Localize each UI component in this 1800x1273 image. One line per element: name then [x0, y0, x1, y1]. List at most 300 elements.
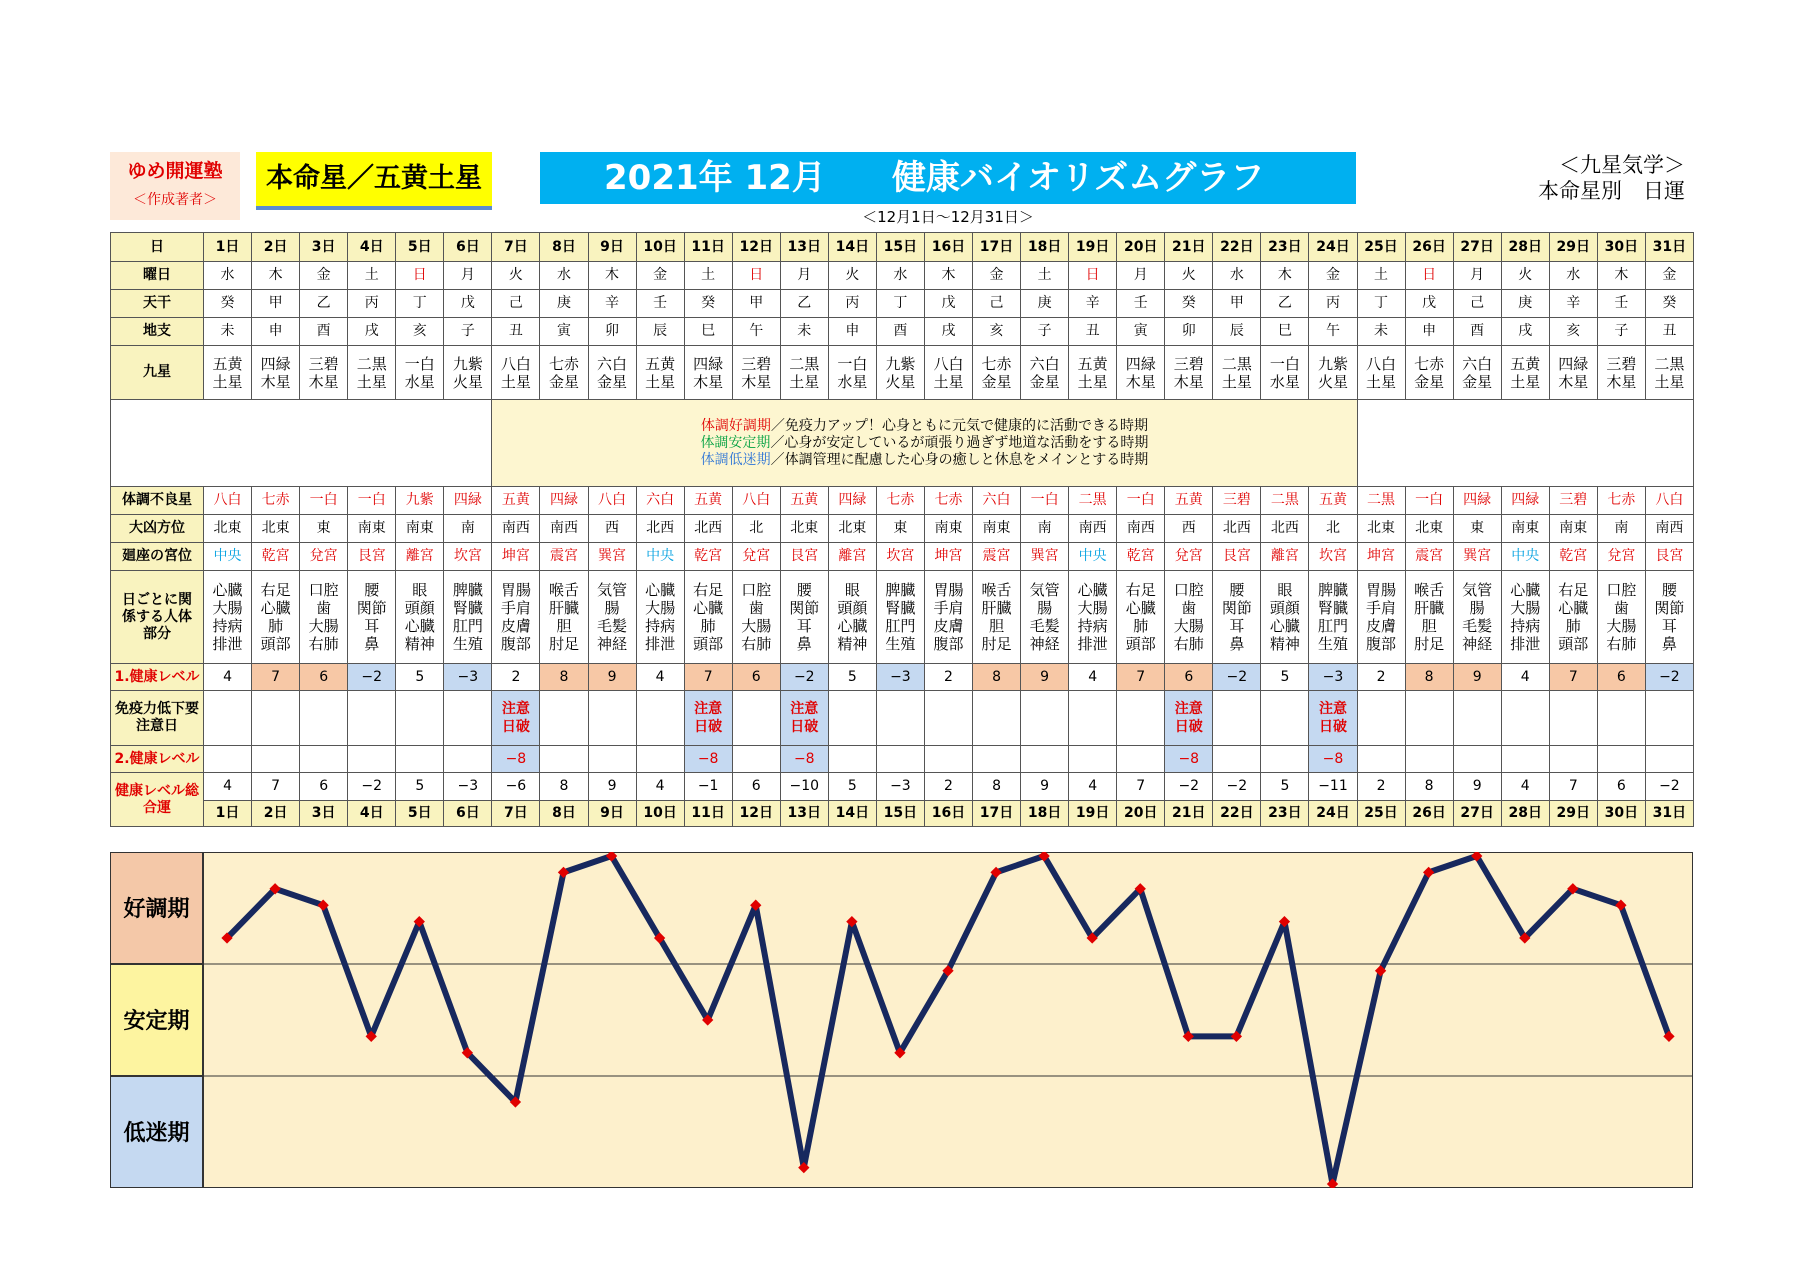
- total-cell: 4: [1501, 773, 1549, 801]
- warning-subtext: 日破: [1174, 719, 1203, 735]
- legend-term: 体調安定期: [700, 434, 771, 451]
- immune-cell: [204, 691, 252, 746]
- day-footer-cell: 21日: [1165, 801, 1213, 827]
- immune-cell: [1549, 691, 1597, 746]
- phase-label: 安定期: [123, 1009, 190, 1034]
- bad-direction-cell: 北西: [684, 515, 732, 543]
- body-part-cell: [780, 571, 828, 664]
- body-part: 右肺: [308, 635, 339, 653]
- day-footer-cell: 29日: [1549, 801, 1597, 827]
- body-part: 肺: [1565, 617, 1581, 635]
- day-footer-cell: 4日: [348, 801, 396, 827]
- caption-line2: 本命星別 日運: [1538, 179, 1685, 203]
- body-part-cell: [1309, 571, 1357, 664]
- body-part: 腎臓: [452, 599, 483, 617]
- level2-row: [111, 746, 1694, 773]
- day-footer-cell: 18日: [1021, 801, 1069, 827]
- day-footer-cell: 30日: [1597, 801, 1645, 827]
- fortune-table: [110, 232, 1694, 827]
- level2-cell: [348, 746, 396, 773]
- body-part-cell: [492, 571, 540, 664]
- body-part-cell: [300, 571, 348, 664]
- body-part: 関節: [1221, 599, 1252, 617]
- palace-cell: 巽宮: [588, 543, 636, 571]
- bad-star-cell: 六白: [636, 487, 684, 515]
- immune-cell: [348, 691, 396, 746]
- total-cell: 6: [300, 773, 348, 801]
- day-cell: 18日: [1021, 233, 1069, 262]
- kyusei-star: 二黒: [356, 354, 387, 373]
- level2-cell: [1069, 746, 1117, 773]
- body-part: 右足: [260, 581, 291, 599]
- bad-star-cell: 五黄: [492, 487, 540, 515]
- day-row: [111, 233, 1694, 262]
- warning-text: 注意: [1318, 701, 1347, 717]
- body-part: 生殖: [1317, 635, 1348, 653]
- body-part-cell: [1453, 571, 1501, 664]
- bad-direction-cell: 西: [588, 515, 636, 543]
- chishi-cell: 亥: [973, 318, 1021, 346]
- body-part-cell: [828, 571, 876, 664]
- kyusei-star: 八白: [1366, 354, 1397, 373]
- bad-star-cell: 一白: [1405, 487, 1453, 515]
- tenkan-cell: 辛: [1549, 290, 1597, 318]
- body-part: 腎臓: [1317, 599, 1348, 617]
- body-part: 腸: [1037, 599, 1053, 617]
- level2-cell: [1021, 746, 1069, 773]
- row-label: 体調不良星: [111, 487, 204, 515]
- weekday-cell: 月: [1117, 262, 1165, 290]
- day-footer-cell: 12日: [732, 801, 780, 827]
- day-cell: 8日: [540, 233, 588, 262]
- body-part: 持病: [1510, 617, 1541, 635]
- day-cell: 23日: [1261, 233, 1309, 262]
- chishi-cell: 酉: [876, 318, 924, 346]
- palace-cell: 艮宮: [1213, 543, 1261, 571]
- bad-direction-cell: 南東: [1501, 515, 1549, 543]
- body-part: 右足: [693, 581, 724, 599]
- palace-cell: 兌宮: [1165, 543, 1213, 571]
- chishi-cell: 申: [252, 318, 300, 346]
- tenkan-cell: 丙: [348, 290, 396, 318]
- palace-cell: 坤宮: [924, 543, 972, 571]
- kyusei-element: 木星: [1173, 372, 1204, 391]
- chishi-cell: 寅: [540, 318, 588, 346]
- level1-cell: −3: [444, 664, 492, 691]
- body-part: 排泄: [645, 635, 676, 653]
- chishi-cell: 亥: [396, 318, 444, 346]
- kyusei-cell: [828, 346, 876, 400]
- body-part: 耳: [1661, 617, 1677, 635]
- warning-subtext: 日破: [1318, 719, 1347, 735]
- kyusei-element: 土星: [212, 372, 243, 391]
- body-part: 腹部: [933, 635, 964, 653]
- immune-cell: [1501, 691, 1549, 746]
- weekday-cell: 水: [1549, 262, 1597, 290]
- body-part-cell: [973, 571, 1021, 664]
- kyusei-element: 土星: [1366, 372, 1397, 391]
- level2-cell: [444, 746, 492, 773]
- row-label: 廻座の宮位: [111, 543, 204, 571]
- body-part: 肘足: [548, 635, 579, 653]
- body-part: 関節: [1654, 599, 1685, 617]
- total-cell: 5: [1261, 773, 1309, 801]
- day-footer-cell: 31日: [1645, 801, 1693, 827]
- body-part: 心臓: [1510, 581, 1541, 599]
- kyusei-element: 土星: [645, 372, 676, 391]
- kyusei-cell: [1501, 346, 1549, 400]
- body-part: 腹部: [500, 635, 531, 653]
- body-part: 大腸: [741, 617, 772, 635]
- bad-star-cell: 五黄: [780, 487, 828, 515]
- palace-cell: 坎宮: [444, 543, 492, 571]
- body-part: 腸: [1469, 599, 1485, 617]
- level2-cell: [1597, 746, 1645, 773]
- body-part: 心臓: [1558, 599, 1589, 617]
- body-part: 大腸: [645, 599, 676, 617]
- bad-star-cell: 一白: [1117, 487, 1165, 515]
- body-part-cell: [1645, 571, 1693, 664]
- bad-direction-cell: 南東: [973, 515, 1021, 543]
- immune-cell: [876, 691, 924, 746]
- tenkan-cell: 壬: [1597, 290, 1645, 318]
- level1-cell: 9: [1021, 664, 1069, 691]
- bad-direction-cell: 東: [300, 515, 348, 543]
- chishi-row: [111, 318, 1694, 346]
- kyusei-element: 土星: [1510, 372, 1541, 391]
- level1-cell: −2: [1645, 664, 1693, 691]
- body-part: 眼: [844, 581, 860, 599]
- title-bar: [540, 152, 1356, 204]
- kyusei-cell: [1069, 346, 1117, 400]
- body-part: 喉舌: [548, 581, 579, 599]
- chishi-cell: 未: [780, 318, 828, 346]
- palace-cell: 中央: [1069, 543, 1117, 571]
- body-part: 心臓: [212, 581, 243, 599]
- chishi-cell: 子: [1021, 318, 1069, 346]
- day-cell: 17日: [973, 233, 1021, 262]
- bad-star-cell: 五黄: [684, 487, 732, 515]
- kyusei-star: 八白: [500, 354, 531, 373]
- tenkan-cell: 壬: [1117, 290, 1165, 318]
- day-cell: 2日: [252, 233, 300, 262]
- tenkan-cell: 丙: [828, 290, 876, 318]
- weekday-cell: 土: [348, 262, 396, 290]
- immune-cell: [636, 691, 684, 746]
- level1-cell: 6: [1165, 664, 1213, 691]
- tenkan-cell: 己: [1453, 290, 1501, 318]
- level2-cell: [1645, 746, 1693, 773]
- body-part: 口腔: [741, 581, 772, 599]
- day-cell: 19日: [1069, 233, 1117, 262]
- bad-star-cell: 七赤: [924, 487, 972, 515]
- body-part: 頭顔: [837, 599, 868, 617]
- chishi-cell: 戌: [1501, 318, 1549, 346]
- level2-cell: [204, 746, 252, 773]
- legend-line: [492, 452, 1356, 469]
- kyusei-star: 二黒: [789, 354, 820, 373]
- kyusei-cell: [348, 346, 396, 400]
- weekday-cell: 土: [684, 262, 732, 290]
- total-cell: −2: [348, 773, 396, 801]
- level2-cell: −8: [1165, 746, 1213, 773]
- body-part: 鼻: [1661, 635, 1677, 653]
- kyusei-element: 火星: [1317, 372, 1348, 391]
- total-cell: −1: [684, 773, 732, 801]
- level2-cell: −8: [780, 746, 828, 773]
- phase-label: 好調期: [123, 897, 190, 922]
- body-part: 腎臓: [885, 599, 916, 617]
- body-part-cell: [588, 571, 636, 664]
- body-part: 喉舌: [981, 581, 1012, 599]
- warning-subtext: 日破: [501, 719, 530, 735]
- warning-text: 注意: [790, 701, 819, 717]
- body-part: 神経: [1029, 635, 1060, 653]
- level2-cell: [973, 746, 1021, 773]
- body-part: 肝臓: [981, 599, 1012, 617]
- bad-direction-cell: 北西: [636, 515, 684, 543]
- level1-cell: 5: [396, 664, 444, 691]
- legend-text: ／体調管理に配慮した心身の癒しと休息をメインとする時期: [770, 451, 1149, 468]
- bad-direction-cell: 北東: [252, 515, 300, 543]
- bad-direction-row: [111, 515, 1694, 543]
- immune-warning: [1309, 691, 1357, 746]
- kyusei-element: 水星: [1269, 372, 1300, 391]
- tenkan-cell: 戊: [1405, 290, 1453, 318]
- level2-cell: [588, 746, 636, 773]
- kyusei-star: 六白: [1029, 354, 1060, 373]
- level1-cell: −3: [1309, 664, 1357, 691]
- total-cell: −2: [1213, 773, 1261, 801]
- palace-cell: 乾宮: [252, 543, 300, 571]
- tenkan-cell: 甲: [1213, 290, 1261, 318]
- tenkan-cell: 己: [973, 290, 1021, 318]
- kyusei-star: 一白: [837, 354, 868, 373]
- level1-cell: 7: [252, 664, 300, 691]
- level1-cell: 4: [1069, 664, 1117, 691]
- level1-cell: 7: [1549, 664, 1597, 691]
- immune-row: [111, 691, 1694, 746]
- chishi-cell: 子: [1597, 318, 1645, 346]
- kyusei-cell: [1309, 346, 1357, 400]
- body-part: 胆: [1421, 617, 1437, 635]
- body-part-cell: [732, 571, 780, 664]
- tenkan-cell: 戊: [444, 290, 492, 318]
- kyusei-cell: [444, 346, 492, 400]
- chishi-cell: 巳: [1261, 318, 1309, 346]
- kyusei-star: 七赤: [548, 354, 579, 373]
- body-part: 神経: [597, 635, 628, 653]
- warning-text: 注意: [1174, 701, 1203, 717]
- bad-star-cell: 四緑: [444, 487, 492, 515]
- warning-subtext: 日破: [694, 719, 723, 735]
- kyusei-star: 五黄: [212, 354, 243, 373]
- body-part: 右足: [1558, 581, 1589, 599]
- body-part: 神経: [1462, 635, 1493, 653]
- day-cell: 14日: [828, 233, 876, 262]
- day-cell: 15日: [876, 233, 924, 262]
- body-part: 頭部: [1125, 635, 1156, 653]
- body-part-cell: [924, 571, 972, 664]
- bad-direction-cell: 南東: [348, 515, 396, 543]
- body-part: 大腸: [212, 599, 243, 617]
- palace-cell: 巽宮: [1453, 543, 1501, 571]
- palace-cell: 中央: [1501, 543, 1549, 571]
- body-part: 大腸: [1510, 599, 1541, 617]
- level1-cell: 2: [1357, 664, 1405, 691]
- honmei-star: 本命星／五黄土星: [256, 152, 492, 206]
- immune-cell: [1453, 691, 1501, 746]
- kyusei-cell: [732, 346, 780, 400]
- immune-cell: [252, 691, 300, 746]
- body-part: 心臓: [645, 581, 676, 599]
- bad-star-cell: 四緑: [828, 487, 876, 515]
- row-label: 大凶方位: [111, 515, 204, 543]
- level2-cell: [1453, 746, 1501, 773]
- weekday-cell: 木: [1261, 262, 1309, 290]
- level2-cell: [876, 746, 924, 773]
- kyusei-element: 土星: [356, 372, 387, 391]
- body-part-cell: [1597, 571, 1645, 664]
- brand-name: ゆめ開運塾: [127, 160, 223, 182]
- palace-cell: 坎宮: [876, 543, 924, 571]
- phase-legend: [492, 400, 1357, 487]
- body-part: 関節: [356, 599, 387, 617]
- kyusei-cell: [1453, 346, 1501, 400]
- level1-cell: 7: [1117, 664, 1165, 691]
- bad-star-cell: 八白: [204, 487, 252, 515]
- body-part-cell: [636, 571, 684, 664]
- kyusei-cell: [1261, 346, 1309, 400]
- level1-cell: 4: [636, 664, 684, 691]
- body-part: 生殖: [452, 635, 483, 653]
- body-part-cell: [540, 571, 588, 664]
- day-footer-cell: 9日: [588, 801, 636, 827]
- immune-cell: [1261, 691, 1309, 746]
- kyusei-element: 金星: [597, 372, 628, 391]
- day-cell: 13日: [780, 233, 828, 262]
- kyusei-element: 水星: [837, 372, 868, 391]
- chishi-cell: 卯: [588, 318, 636, 346]
- body-part: 眼: [1277, 581, 1293, 599]
- palace-cell: 乾宮: [684, 543, 732, 571]
- day-footer-cell: 10日: [636, 801, 684, 827]
- row-label: 九星: [111, 346, 204, 400]
- warning-subtext: 日破: [790, 719, 819, 735]
- body-part-cell: [1165, 571, 1213, 664]
- body-part-cell: [1213, 571, 1261, 664]
- day-cell: 27日: [1453, 233, 1501, 262]
- tenkan-cell: 庚: [1021, 290, 1069, 318]
- body-part: 歯: [1613, 599, 1629, 617]
- tenkan-cell: 丁: [1357, 290, 1405, 318]
- weekday-cell: 水: [876, 262, 924, 290]
- legend-text: ／心身が安定しているが頑張り過ぎず地道な活動をする時期: [770, 434, 1149, 451]
- day-cell: 9日: [588, 233, 636, 262]
- tenkan-row: [111, 290, 1694, 318]
- immune-cell: [396, 691, 444, 746]
- palace-cell: 中央: [204, 543, 252, 571]
- bad-star-cell: 七赤: [1597, 487, 1645, 515]
- bad-direction-cell: 北東: [780, 515, 828, 543]
- palace-cell: 乾宮: [1549, 543, 1597, 571]
- weekday-cell: 月: [1453, 262, 1501, 290]
- chishi-cell: 未: [1357, 318, 1405, 346]
- bad-direction-cell: 南西: [1069, 515, 1117, 543]
- bad-star-cell: 七赤: [252, 487, 300, 515]
- kyusei-element: 金星: [1029, 372, 1060, 391]
- weekday-row: [111, 262, 1694, 290]
- level2-cell: [396, 746, 444, 773]
- body-part-cell: [1069, 571, 1117, 664]
- row-label: 免疫力低下要注意日: [111, 691, 204, 746]
- kyusei-element: 木星: [1125, 372, 1156, 391]
- day-cell: 26日: [1405, 233, 1453, 262]
- weekday-cell: 木: [588, 262, 636, 290]
- total-cell: 4: [1069, 773, 1117, 801]
- bad-direction-cell: 東: [876, 515, 924, 543]
- bad-star-cell: 三碧: [1549, 487, 1597, 515]
- bad-direction-cell: 北: [732, 515, 780, 543]
- day-cell: 16日: [924, 233, 972, 262]
- day-cell: 7日: [492, 233, 540, 262]
- kyusei-cell: [1021, 346, 1069, 400]
- day-cell: 25日: [1357, 233, 1405, 262]
- level1-cell: 4: [204, 664, 252, 691]
- level2-cell: [1213, 746, 1261, 773]
- total-cell: 9: [588, 773, 636, 801]
- chishi-cell: 卯: [1165, 318, 1213, 346]
- row-label: 曜日: [111, 262, 204, 290]
- legend-line: [492, 435, 1356, 452]
- level1-cell: 8: [540, 664, 588, 691]
- tenkan-cell: 戊: [924, 290, 972, 318]
- kyusei-cell: [924, 346, 972, 400]
- kyusei-element: 土星: [933, 372, 964, 391]
- legend-row: [111, 400, 1694, 487]
- row-label: 健康レベル総合運: [111, 773, 204, 827]
- weekday-cell: 金: [1309, 262, 1357, 290]
- total-cell: 4: [204, 773, 252, 801]
- kyusei-element: 金星: [981, 372, 1012, 391]
- day-cell: 28日: [1501, 233, 1549, 262]
- day-cell: 31日: [1645, 233, 1693, 262]
- kyusei-row: [111, 346, 1694, 400]
- kyusei-element: 木星: [1606, 372, 1637, 391]
- body-part-cell: [348, 571, 396, 664]
- kyusei-star: 六白: [597, 354, 628, 373]
- level1-cell: 8: [973, 664, 1021, 691]
- body-part: 皮膚: [1366, 617, 1397, 635]
- bad-star-row: [111, 487, 1694, 515]
- date-range: ＜12月1日～12月31日＞: [862, 208, 1034, 226]
- body-part: 手肩: [933, 599, 964, 617]
- chishi-cell: 酉: [1453, 318, 1501, 346]
- weekday-cell: 木: [1597, 262, 1645, 290]
- bad-star-cell: 八白: [732, 487, 780, 515]
- chishi-cell: 辰: [1213, 318, 1261, 346]
- kyusei-element: 火星: [452, 372, 483, 391]
- body-part: 関節: [789, 599, 820, 617]
- body-part: 頭部: [260, 635, 291, 653]
- kyusei-star: 三碧: [1173, 354, 1204, 373]
- level2-cell: [1117, 746, 1165, 773]
- kyusei-star: 二黒: [1221, 354, 1252, 373]
- chishi-cell: 寅: [1117, 318, 1165, 346]
- palace-cell: 兌宮: [1597, 543, 1645, 571]
- bad-star-cell: 一白: [1021, 487, 1069, 515]
- level1-cell: −2: [780, 664, 828, 691]
